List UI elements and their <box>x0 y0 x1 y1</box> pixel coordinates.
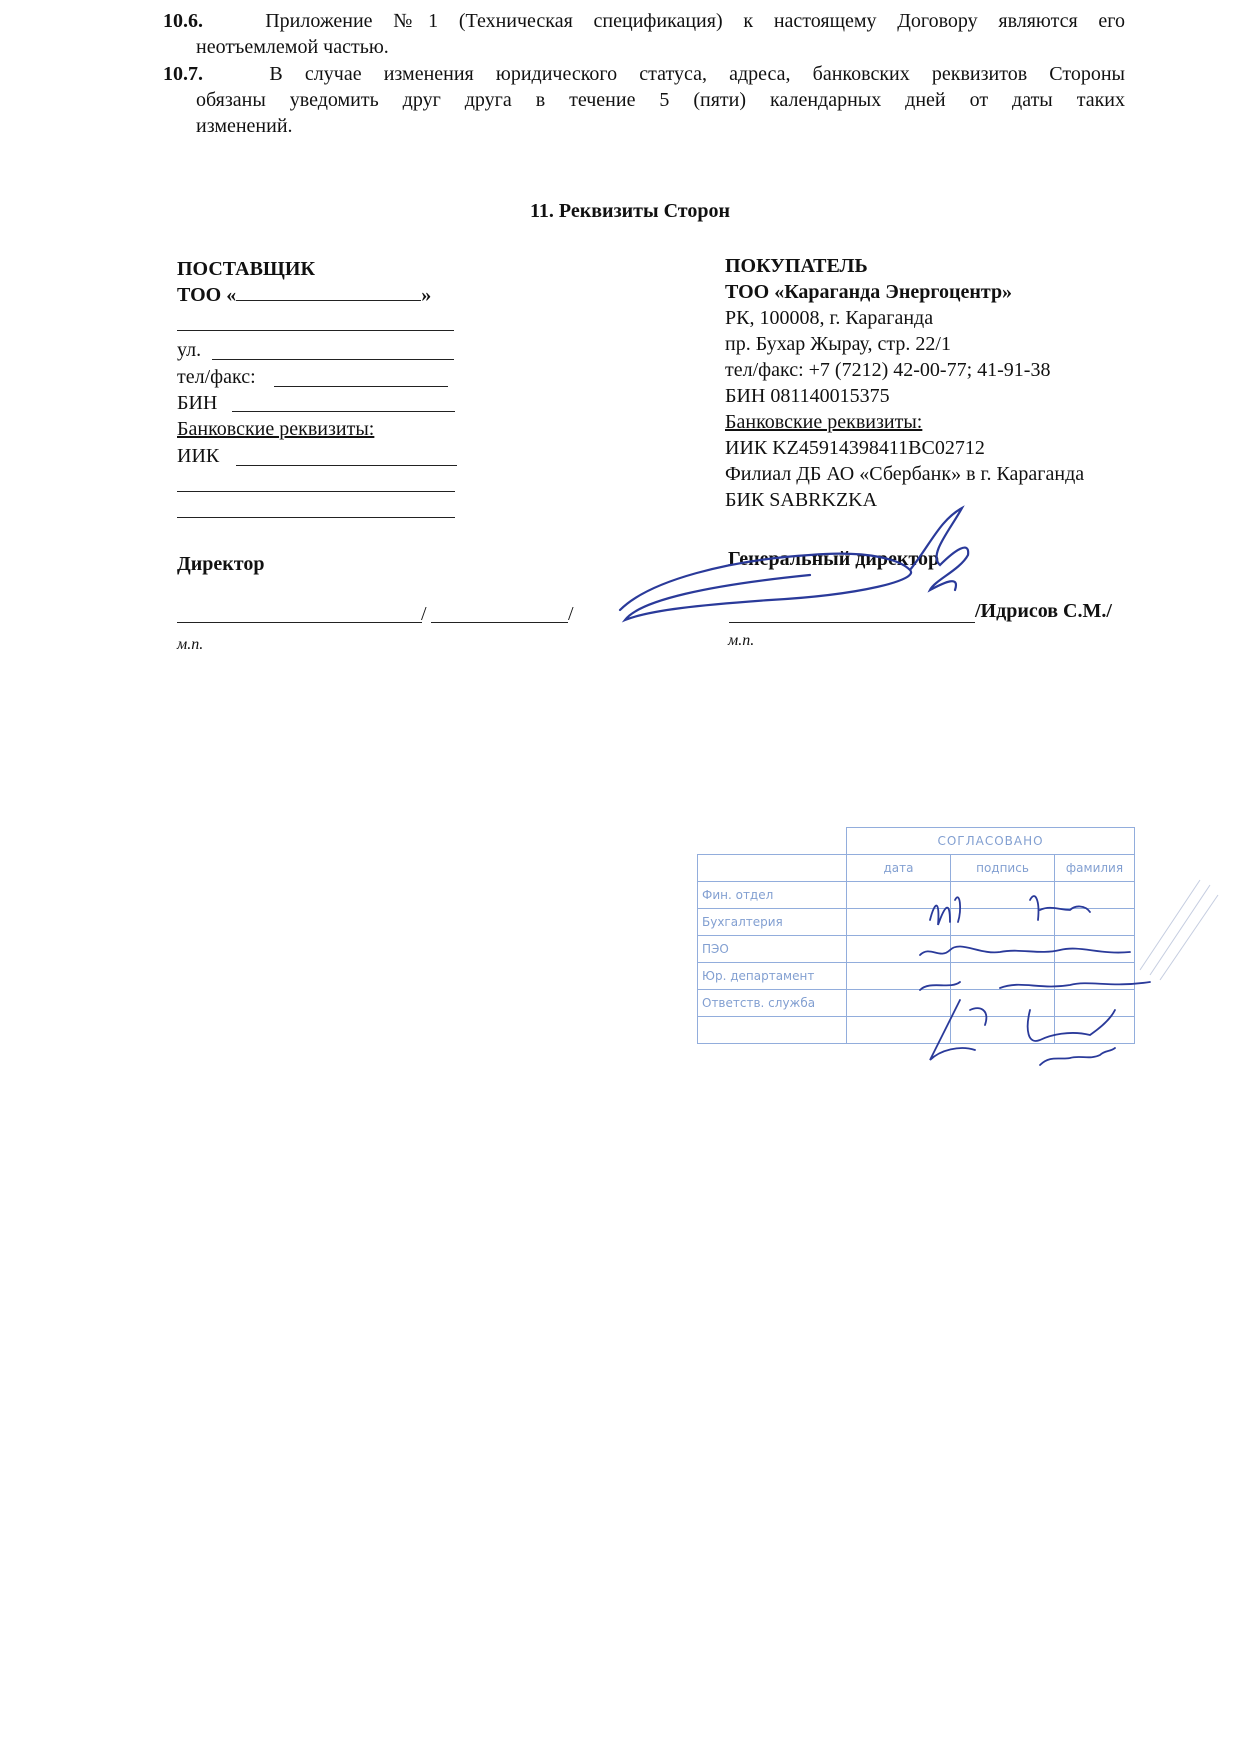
clause-text: изменений. <box>196 115 293 137</box>
supplier-street <box>177 337 201 363</box>
supplier-bank-line-1[interactable] <box>177 491 455 492</box>
faint-marks <box>1130 870 1220 990</box>
approval-table <box>697 827 1135 1044</box>
buyer-bin: БИН 081140015375 <box>725 385 890 407</box>
supplier-position: Директор <box>177 553 265 575</box>
stamp-title: СОГЛАСОВАНО <box>847 828 1135 855</box>
stamp-row-label: Бухгалтерия <box>698 909 847 936</box>
clause-number: 10.7. <box>163 63 203 85</box>
company-open: ТОО « <box>177 284 237 306</box>
stamp-row-label: Ответств. служба <box>698 990 847 1017</box>
stamp-col-date: дата <box>847 855 951 882</box>
buyer-address: пр. Бухар Жырау, стр. 22/1 <box>725 333 951 355</box>
street-label: ул. <box>177 339 202 361</box>
section-title: 11. Реквизиты Сторон <box>530 200 730 222</box>
stamp-row-label: Фин. отдел <box>698 882 847 909</box>
clause-text: обязаны уведомить друг друга в течение 5 (пяти) календарных дней от даты таких <box>196 89 1125 111</box>
bin-label: БИН <box>177 392 218 414</box>
buyer-seal-mark: м.п. <box>728 632 755 649</box>
phone-label: тел/факс: <box>177 366 256 388</box>
supplier-phone-line[interactable] <box>274 386 448 387</box>
buyer-position: Генеральный директор <box>728 548 940 570</box>
supplier-seal-mark: м.п. <box>177 636 204 653</box>
buyer-iik: ИИК KZ45914398411BC02712 <box>725 437 985 459</box>
buyer-signatory: /Идрисов С.М./ <box>975 600 1112 622</box>
supplier-company <box>177 282 477 308</box>
supplier-block <box>177 256 477 308</box>
hatch-strokes <box>1140 880 1218 980</box>
supplier-iik <box>177 443 219 469</box>
buyer-city: РК, 100008, г. Караганда <box>725 307 934 329</box>
clause-text: Приложение №1 (Техническая спецификация) к настоящему Договору являются его <box>265 10 1125 32</box>
buyer-bank-label: Банковские реквизиты: <box>725 411 923 433</box>
clause-10-6 <box>163 8 1125 60</box>
supplier-bin-line[interactable] <box>232 411 455 412</box>
buyer-company: ТОО «Караганда Энергоцентр» <box>725 281 1013 303</box>
supplier-street-line[interactable] <box>212 359 454 360</box>
stamp-col-surname: фамилия <box>1055 855 1135 882</box>
iik-label: ИИК <box>177 445 220 467</box>
buyer-block <box>725 253 1165 513</box>
supplier-phone <box>177 364 256 390</box>
clause-text: неотъемлемой частью. <box>196 36 389 58</box>
supplier-bank-line-2[interactable] <box>177 517 455 518</box>
supplier-signature-line[interactable] <box>177 622 422 623</box>
buyer-signature-line[interactable] <box>729 622 975 623</box>
approval-stamp <box>697 827 1135 1044</box>
clause-text: В случае изменения юридического статуса, адреса, банковских реквизитов Стороны <box>269 63 1125 85</box>
supplier-bin <box>177 390 217 416</box>
supplier-heading: ПОСТАВЩИК <box>177 258 315 280</box>
clause-10-7 <box>163 61 1125 139</box>
buyer-bik: БИК SABRKZKA <box>725 489 878 511</box>
buyer-bank: Филиал ДБ АО «Сбербанк» в г. Караганда <box>725 463 1085 485</box>
clause-number: 10.6. <box>163 10 203 32</box>
supplier-name-line[interactable] <box>431 622 568 623</box>
buyer-heading: ПОКУПАТЕЛЬ <box>725 255 868 277</box>
stamp-row-label <box>698 1017 847 1044</box>
stamp-col-signature: подпись <box>951 855 1055 882</box>
slash: / <box>421 603 427 625</box>
company-close: » <box>421 284 432 306</box>
buyer-phone: тел/факс: +7 (7212) 42-00-77; 41-91-38 <box>725 359 1051 381</box>
supplier-iik-line[interactable] <box>236 465 457 466</box>
supplier-bank-label: Банковские реквизиты: <box>177 418 375 440</box>
supplier-blank-line[interactable] <box>177 330 454 331</box>
slash: / <box>568 603 574 625</box>
stamp-row-label: Юр. департамент <box>698 963 847 990</box>
stamp-row-label: ПЭО <box>698 936 847 963</box>
